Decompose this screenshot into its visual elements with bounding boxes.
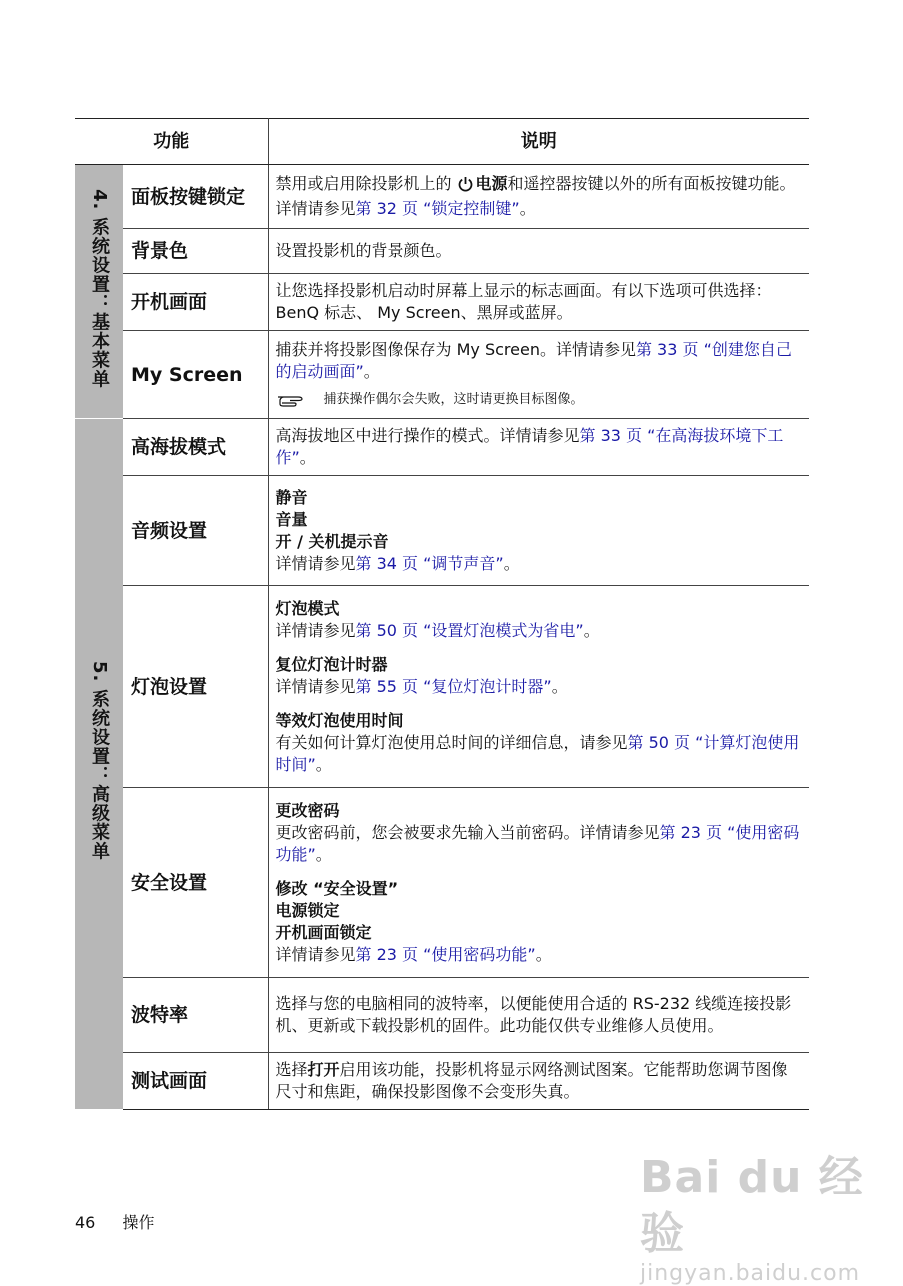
page-link[interactable]: 第 33 页 “在高海拔环境下工作”	[275, 426, 784, 467]
table-row	[75, 476, 809, 586]
table-row	[75, 331, 809, 419]
row-description: 禁用或启用除投影机上的 电源和遥控器按键以外的所有面板按键功能。详情请参见第 32 页 “锁定控制键”。	[268, 165, 809, 229]
table-row	[75, 586, 809, 788]
page-link[interactable]: 第 23 页 “使用密码功能”	[275, 822, 800, 864]
table-row	[75, 229, 809, 274]
row-description: 选择与您的电脑相同的波特率，以便能使用合适的 RS-232 线缆连接投影机、更新或下载投影机的固件。此功能仅供专业维修人员使用。	[268, 978, 809, 1053]
row-description: 选择打开启用该功能，投影机将显示网络测试图案。它能帮助您调节图像尺寸和焦距，确保投影图像不会变形失真。	[268, 1053, 809, 1110]
row-description: 高海拔地区中进行操作的模式。详情请参见第 33 页 “在高海拔环境下工作”。	[268, 419, 809, 476]
page-link[interactable]: 第 23 页 “使用密码功能”	[355, 944, 536, 964]
row-name: 安全设置	[123, 788, 268, 978]
watermark	[640, 1150, 880, 1286]
row-name: 波特率	[123, 978, 268, 1053]
pointing-hand-icon	[276, 392, 310, 408]
power-icon	[458, 176, 473, 198]
section-4-label: 4. 系统设置：基本菜单	[75, 165, 123, 419]
page-link[interactable]: 第 55 页 “复位灯泡计时器”	[355, 676, 552, 696]
row-name: 测试画面	[123, 1053, 268, 1110]
row-description: 捕获并将投影图像保存为 My Screen。详情请参见第 33 页 “创建您自己的启动画面”。 捕获操作偶尔会失败，这时请更换目标图像。	[268, 331, 809, 419]
watermark-logo: Bai du 经验	[640, 1152, 864, 1259]
page-footer	[75, 1210, 154, 1233]
section-5-label: 5. 系统设置：高级菜单	[75, 419, 123, 1110]
table-row	[75, 978, 809, 1053]
table-row	[75, 165, 809, 229]
page-link[interactable]: 第 34 页 “调节声音”	[355, 553, 504, 573]
table-header-row	[75, 119, 809, 165]
page-number: 46	[75, 1213, 96, 1232]
row-name: My Screen	[123, 331, 268, 419]
row-name: 音频设置	[123, 476, 268, 586]
row-name: 高海拔模式	[123, 419, 268, 476]
footer-section: 操作	[122, 1213, 155, 1232]
page-link[interactable]: 第 50 页 “计算灯泡使用时间”	[275, 732, 800, 774]
header-description: 说明	[268, 119, 809, 165]
row-name: 面板按键锁定	[123, 165, 268, 229]
page-link[interactable]: 第 33 页 “创建您自己的启动画面”	[275, 339, 792, 381]
row-description: 灯泡模式 详情请参见第 50 页 “设置灯泡模式为省电”。 复位灯泡计时器 详情请参见第 55 页 “复位灯泡计时器”。 等效灯泡使用时间 有关如何计算灯泡使用总时间的详细信息，请参见第 50 页 “计算灯泡使用时间”。	[268, 586, 809, 788]
row-description: 更改密码 更改密码前，您会被要求先输入当前密码。详情请参见第 23 页 “使用密码功能”。 修改 “安全设置” 电源锁定 开机画面锁定 详情请参见第 23 页 “使用密码功能”。	[268, 788, 809, 978]
row-name: 开机画面	[123, 274, 268, 331]
table-row	[75, 419, 809, 476]
table-row	[75, 1053, 809, 1110]
note: 捕获操作偶尔会失败，这时请更换目标图像。	[276, 389, 802, 411]
row-name: 背景色	[123, 229, 268, 274]
table-row	[75, 788, 809, 978]
row-description: 让您选择投影机启动时屏幕上显示的标志画面。有以下选项可供选择：BenQ 标志、 My Screen、黑屏或蓝屏。	[268, 274, 809, 331]
page-link[interactable]: 第 50 页 “设置灯泡模式为省电”	[355, 620, 584, 640]
page-link[interactable]: 第 32 页 “锁定控制键”	[355, 199, 520, 218]
row-description: 设置投影机的背景颜色。	[268, 229, 809, 274]
header-function: 功能	[75, 119, 268, 165]
table-row	[75, 274, 809, 331]
row-name: 灯泡设置	[123, 586, 268, 788]
row-description: 静音 音量 开 / 关机提示音 详情请参见第 34 页 “调节声音”。	[268, 476, 809, 586]
watermark-url: jingyan.baidu.com	[640, 1261, 861, 1286]
function-table	[75, 118, 809, 1110]
